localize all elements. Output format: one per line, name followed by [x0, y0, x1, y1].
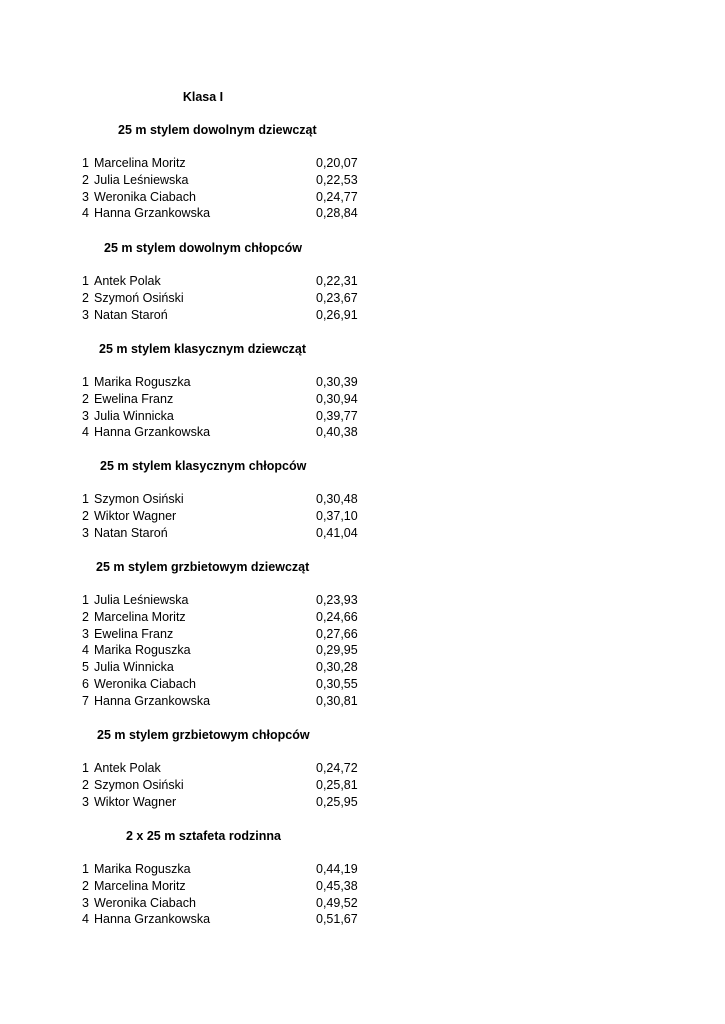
result-time: 0,30,81: [316, 693, 358, 708]
result-row: [0, 693, 725, 710]
results-list: [0, 374, 725, 441]
result-time: 0,30,48: [316, 492, 358, 506]
results-list: [0, 592, 725, 710]
result-place: 1: [82, 156, 89, 170]
result-time: 0,24,66: [316, 609, 358, 624]
result-time: 0,28,84: [316, 206, 358, 221]
competitor-name: Natan Staroń: [94, 307, 168, 322]
result-row: [0, 659, 725, 676]
result-time: 0,23,93: [316, 593, 358, 607]
section-heading: 25 m stylem klasycznym dziewcząt: [99, 342, 307, 356]
result-time: 0,39,77: [316, 408, 358, 423]
result-row: [0, 424, 725, 441]
result-time: 0,30,28: [316, 660, 358, 675]
result-row: [0, 878, 725, 895]
competitor-name: Antek Polak: [94, 274, 161, 288]
result-row: [0, 391, 725, 408]
result-time: 0,51,67: [316, 912, 358, 927]
section-heading: 25 m stylem grzbietowym chłopców: [97, 728, 310, 742]
result-place: 4: [82, 643, 89, 658]
result-place: 3: [82, 626, 89, 641]
result-place: 2: [82, 391, 89, 406]
page-title: Klasa I: [182, 90, 224, 104]
result-row: [0, 895, 725, 912]
result-time: 0,24,72: [316, 761, 358, 775]
section-heading: 25 m stylem dowolnym dziewcząt: [118, 123, 317, 137]
results-list: [0, 491, 725, 541]
result-place: 1: [82, 862, 89, 876]
competitor-name: Ewelina Franz: [94, 626, 174, 641]
result-place: 4: [82, 425, 89, 440]
result-place: 2: [82, 508, 89, 523]
result-place: 3: [82, 525, 89, 540]
competitor-name: Natan Staroń: [94, 525, 168, 540]
result-row: [0, 374, 725, 391]
result-time: 0,41,04: [316, 525, 358, 540]
result-time: 0,37,10: [316, 508, 358, 523]
result-row: [0, 626, 725, 643]
result-row: [0, 777, 725, 794]
competitor-name: Szymoń Osiński: [94, 290, 184, 305]
competitor-name: Ewelina Franz: [94, 391, 174, 406]
result-place: 2: [82, 172, 89, 187]
results-list: [0, 273, 725, 323]
result-row: [0, 525, 725, 542]
result-time: 0,45,38: [316, 878, 358, 893]
result-row: [0, 273, 725, 290]
section-heading: 2 x 25 m sztafeta rodzinna: [126, 829, 281, 843]
result-place: 2: [82, 290, 89, 305]
result-time: 0,25,95: [316, 794, 358, 809]
section-heading: 25 m stylem klasycznym chłopców: [100, 459, 307, 473]
result-time: 0,22,53: [316, 172, 358, 187]
competitor-name: Hanna Grzankowska: [94, 912, 211, 927]
results-list: [0, 760, 725, 810]
result-row: [0, 172, 725, 189]
result-time: 0,27,66: [316, 626, 358, 641]
result-row: [0, 592, 725, 609]
result-place: 3: [82, 307, 89, 322]
result-row: [0, 642, 725, 659]
result-place: 1: [82, 274, 89, 288]
result-place: 1: [82, 375, 89, 389]
result-place: 1: [82, 761, 89, 775]
result-row: [0, 861, 725, 878]
section-heading: 25 m stylem grzbietowym dziewcząt: [96, 560, 310, 574]
competitor-name: Wiktor Wagner: [94, 508, 177, 523]
competitor-name: Hanna Grzankowska: [94, 206, 211, 221]
result-row: [0, 205, 725, 222]
result-place: 3: [82, 189, 89, 204]
competitor-name: Marcelina Moritz: [94, 609, 186, 624]
result-row: [0, 189, 725, 206]
result-time: 0,44,19: [316, 862, 358, 876]
result-time: 0,49,52: [316, 895, 358, 910]
result-row: [0, 609, 725, 626]
result-row: [0, 155, 725, 172]
result-place: 4: [82, 912, 89, 927]
result-time: 0,23,67: [316, 290, 358, 305]
result-place: 1: [82, 593, 89, 607]
result-row: [0, 508, 725, 525]
competitor-name: Szymon Osiński: [94, 777, 184, 792]
result-place: 2: [82, 878, 89, 893]
result-row: [0, 491, 725, 508]
result-place: 1: [82, 492, 89, 506]
competitor-name: Hanna Grzankowska: [94, 425, 211, 440]
competitor-name: Antek Polak: [94, 761, 161, 775]
result-place: 5: [82, 660, 89, 675]
competitor-name: Marcelina Moritz: [94, 156, 186, 170]
result-row: [0, 794, 725, 811]
result-place: 7: [82, 693, 89, 708]
result-time: 0,24,77: [316, 189, 358, 204]
competitor-name: Weronika Ciabach: [94, 895, 196, 910]
competitor-name: Marcelina Moritz: [94, 878, 186, 893]
results-list: [0, 155, 725, 222]
competitor-name: Weronika Ciabach: [94, 676, 196, 691]
competitor-name: Wiktor Wagner: [94, 794, 177, 809]
result-row: [0, 408, 725, 425]
competitor-name: Szymon Osiński: [94, 492, 184, 506]
competitor-name: Marika Roguszka: [94, 375, 191, 389]
result-place: 4: [82, 206, 89, 221]
result-time: 0,40,38: [316, 425, 358, 440]
competitor-name: Weronika Ciabach: [94, 189, 196, 204]
result-row: [0, 307, 725, 324]
result-place: 3: [82, 895, 89, 910]
result-row: [0, 760, 725, 777]
result-time: 0,29,95: [316, 643, 358, 658]
competitor-name: Hanna Grzankowska: [94, 693, 211, 708]
result-place: 3: [82, 408, 89, 423]
result-row: [0, 290, 725, 307]
competitor-name: Julia Winnicka: [94, 408, 174, 423]
result-time: 0,30,39: [316, 375, 358, 389]
result-time: 0,30,55: [316, 676, 358, 691]
competitor-name: Marika Roguszka: [94, 862, 191, 876]
result-time: 0,20,07: [316, 156, 358, 170]
result-time: 0,22,31: [316, 274, 358, 288]
result-time: 0,25,81: [316, 777, 358, 792]
result-place: 6: [82, 676, 89, 691]
result-row: [0, 676, 725, 693]
section-heading: 25 m stylem dowolnym chłopców: [104, 241, 302, 255]
result-time: 0,26,91: [316, 307, 358, 322]
result-time: 0,30,94: [316, 391, 358, 406]
competitor-name: Julia Leśniewska: [94, 172, 189, 187]
competitor-name: Marika Roguszka: [94, 643, 191, 658]
result-place: 2: [82, 609, 89, 624]
competitor-name: Julia Leśniewska: [94, 593, 189, 607]
result-row: [0, 911, 725, 928]
results-list: [0, 861, 725, 928]
result-place: 2: [82, 777, 89, 792]
competitor-name: Julia Winnicka: [94, 660, 174, 675]
result-place: 3: [82, 794, 89, 809]
